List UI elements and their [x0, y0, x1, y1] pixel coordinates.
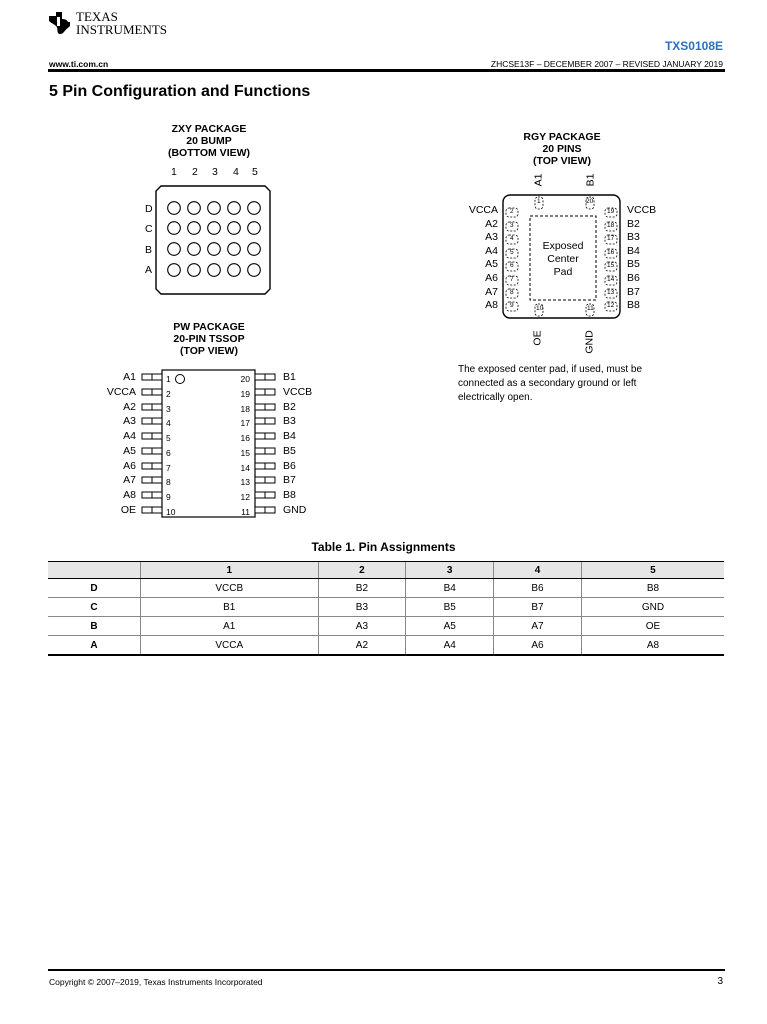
pw-left-label: A4: [123, 430, 136, 442]
pw-right-num: 18: [240, 403, 250, 414]
zxy-package-title: [149, 123, 269, 159]
pw-right-num: 19: [240, 388, 250, 399]
pw-left-label: A5: [123, 444, 136, 457]
rgy-package-title: [502, 131, 622, 167]
pw-right-label: B5: [283, 444, 296, 457]
rgy-right-label: B8: [627, 299, 640, 312]
pw-left-num: 6: [166, 447, 171, 458]
pw-left-label: A3: [123, 415, 136, 428]
rgy-pin-num: 8: [510, 289, 514, 296]
pw-left-num: 3: [166, 403, 171, 414]
rgy-title-line: (TOP VIEW): [533, 155, 591, 167]
table-header-cell: 3: [406, 562, 494, 579]
rgy-pin-num: 11: [587, 305, 594, 312]
rgy-left-label: A4: [485, 244, 498, 257]
pw-left-num: 2: [166, 388, 171, 399]
table-cell: A8: [581, 636, 724, 656]
pw-right-num: 12: [240, 492, 250, 502]
table-cell: VCCB: [141, 579, 319, 598]
pw-title-line: (TOP VIEW): [180, 345, 238, 357]
rgy-left-label: A2: [485, 217, 498, 230]
pw-right-num: 17: [240, 418, 250, 429]
pw-left-label: A8: [123, 489, 136, 501]
table-cell: B8: [581, 579, 724, 598]
logo-line-2: INSTRUMENTS: [76, 22, 168, 37]
pw-left-num: 9: [166, 492, 171, 502]
table-header-cell: [48, 562, 141, 579]
pin-assignments-table: [48, 561, 724, 656]
rgy-right-labels: [627, 204, 667, 313]
zxy-col-label: 4: [233, 166, 239, 178]
pw-right-label: VCCB: [283, 385, 313, 398]
pw-right-label: B8: [283, 489, 296, 501]
pw-right-num: 11: [241, 506, 250, 517]
rgy-left-label: A7: [485, 285, 498, 298]
rgy-pin-num: 6: [510, 262, 514, 269]
table-row: [48, 579, 724, 598]
table-header-cell: 2: [318, 562, 406, 579]
rgy-left-label: VCCA: [468, 204, 498, 216]
rgy-pin-num: 18: [607, 222, 615, 229]
rgy-top-label: A1: [532, 173, 545, 187]
rgy-top-label: B1: [584, 173, 597, 187]
rgy-pin-num: 3: [510, 222, 514, 229]
pad-text-line: Pad: [553, 266, 573, 278]
pw-right-label: B2: [283, 400, 296, 413]
rgy-pin-num: 19: [607, 208, 615, 215]
table-cell: B3: [318, 598, 406, 617]
zxy-bumps: [168, 202, 261, 277]
pw-right-num: 13: [240, 477, 250, 488]
pw-left-label: VCCA: [106, 385, 136, 398]
pw-left-num: 7: [166, 462, 171, 473]
exposed-pad-label: [530, 240, 596, 279]
rgy-title-line: 20 PINS: [542, 143, 582, 155]
doc-info: ZHCSE13F – DECEMBER 2007 – REVISED JANUARY 2019: [490, 59, 723, 69]
pw-left-num: 5: [166, 433, 171, 443]
website-link[interactable]: www.ti.com.cn: [49, 59, 109, 69]
table-cell: B4: [406, 579, 494, 598]
footer-copyright: Copyright © 2007–2019, Texas Instruments Incorporated: [49, 977, 263, 987]
table-cell: A2: [318, 636, 406, 656]
pw-right-label: B1: [283, 371, 296, 383]
table-header-cell: 4: [494, 562, 582, 579]
rgy-right-label: VCCB: [627, 204, 657, 216]
table-row: [48, 617, 724, 636]
pw-left-label: A6: [123, 459, 136, 472]
pw-right-num: 14: [240, 462, 250, 473]
rgy-right-label: B7: [627, 285, 640, 298]
rgy-left-label: A8: [485, 299, 498, 312]
pw-left-label: A7: [123, 474, 136, 487]
rgy-right-label: B6: [627, 271, 640, 284]
exposed-pad-note: The exposed center pad, if used, must be connected as a secondary ground or left electrically open.: [458, 364, 642, 403]
footer-rule: [48, 969, 725, 971]
table-cell: B1: [141, 598, 319, 617]
pw-package-drawing: [140, 368, 282, 520]
header-rule: [48, 69, 725, 72]
table-cell: B5: [406, 598, 494, 617]
pw-left-label: A2: [123, 400, 136, 413]
pw-left-num: 4: [166, 418, 171, 429]
rgy-pin-num: 2: [510, 208, 514, 215]
rgy-pin-num: 5: [510, 249, 514, 256]
zxy-col-label: 1: [171, 166, 177, 178]
logo-line-1: TEXAS: [76, 9, 118, 24]
pw-right-labels: [283, 370, 327, 518]
rgy-pin-num: 1: [537, 198, 541, 205]
pw-right-num: 15: [240, 447, 250, 458]
pw-right-nums: [230, 372, 250, 520]
table-row: [48, 636, 724, 656]
pw-right-num: 16: [240, 433, 250, 443]
pw-left-label: A1: [123, 371, 136, 383]
rgy-left-label: A3: [485, 231, 498, 244]
table-cell: B6: [494, 579, 582, 598]
zxy-title-line: ZXY PACKAGE: [171, 123, 247, 135]
rgy-bottom-label: GND: [583, 330, 596, 354]
part-number[interactable]: TXS0108E: [664, 39, 723, 53]
table-cell: A6: [494, 636, 582, 656]
rgy-right-label: B3: [627, 231, 640, 244]
rgy-pin-num: 16: [607, 249, 615, 256]
table-cell: A3: [318, 617, 406, 636]
pw-left-num: 8: [166, 477, 171, 488]
page-number: 3: [717, 976, 723, 987]
pw-right-label: B7: [283, 474, 296, 487]
table-row-label: C: [48, 598, 141, 617]
rgy-left-labels: [458, 204, 498, 313]
rgy-pin-num: 10: [536, 305, 544, 312]
rgy-pin-num: 9: [510, 302, 514, 309]
table-header-cell: 1: [141, 562, 319, 579]
table-cell: A5: [406, 617, 494, 636]
ti-logo-icon: [48, 10, 72, 36]
table-cell: GND: [581, 598, 724, 617]
section-title: 5 Pin Configuration and Functions: [49, 83, 311, 100]
zxy-row-label: C: [145, 223, 153, 235]
pw-left-nums: [166, 372, 186, 520]
zxy-col-label: 3: [212, 166, 218, 178]
rgy-left-label: A6: [485, 271, 498, 284]
table-cell: A7: [494, 617, 582, 636]
rgy-pin-num: 7: [510, 276, 514, 283]
pw-right-label: B6: [283, 459, 296, 472]
pw-left-labels: [92, 370, 136, 518]
pw-right-label: GND: [283, 503, 307, 516]
rgy-left-label: A5: [485, 258, 498, 271]
table-cell: B7: [494, 598, 582, 617]
pw-left-num: 10: [166, 506, 176, 517]
rgy-right-label: B4: [627, 244, 640, 257]
zxy-row-label: D: [145, 203, 153, 215]
table-header-cell: 5: [581, 562, 724, 579]
zxy-package-drawing: [155, 185, 275, 297]
rgy-pin-num: 13: [607, 289, 615, 296]
table-cell: B2: [318, 579, 406, 598]
pw-right-num: 20: [240, 374, 250, 384]
rgy-pin-num: 17: [607, 235, 615, 242]
pw-package-title: [149, 321, 269, 357]
table-cell: VCCA: [141, 636, 319, 656]
table-row-label: B: [48, 617, 141, 636]
zxy-row-label: B: [145, 244, 153, 256]
pw-left-num: 1: [166, 374, 171, 384]
table-header-row: [48, 562, 724, 579]
rgy-pin-num: 14: [607, 276, 615, 283]
pad-text-line: Exposed: [542, 240, 584, 252]
table-row: [48, 598, 724, 617]
rgy-pin-num: 15: [607, 262, 615, 269]
zxy-title-line: (BOTTOM VIEW): [167, 147, 251, 159]
table-row-label: D: [48, 579, 141, 598]
table-row-label: A: [48, 636, 141, 656]
table-title: Table 1. Pin Assignments: [311, 540, 456, 554]
zxy-title-line: 20 BUMP: [186, 135, 232, 147]
rgy-right-label: B2: [627, 217, 640, 230]
table-cell: OE: [581, 617, 724, 636]
table-cell: A4: [406, 636, 494, 656]
pw-right-label: B4: [283, 430, 296, 442]
rgy-pin-num: 4: [510, 235, 514, 242]
rgy-right-label: B5: [627, 258, 640, 271]
pad-text-line: Center: [547, 253, 579, 265]
pw-left-label: OE: [120, 503, 136, 516]
table-cell: A1: [141, 617, 319, 636]
pw-title-line: 20-PIN TSSOP: [173, 333, 245, 345]
zxy-row-label: A: [145, 264, 153, 276]
rgy-bottom-label: OE: [531, 330, 544, 346]
pw-right-label: B3: [283, 415, 296, 428]
pw-title-line: PW PACKAGE: [173, 321, 245, 333]
rgy-pin-num: 20: [586, 198, 594, 205]
rgy-title-line: RGY PACKAGE: [523, 131, 601, 143]
zxy-col-label: 2: [192, 166, 198, 178]
zxy-col-label: 5: [252, 166, 258, 178]
rgy-pin-num: 12: [607, 302, 615, 309]
